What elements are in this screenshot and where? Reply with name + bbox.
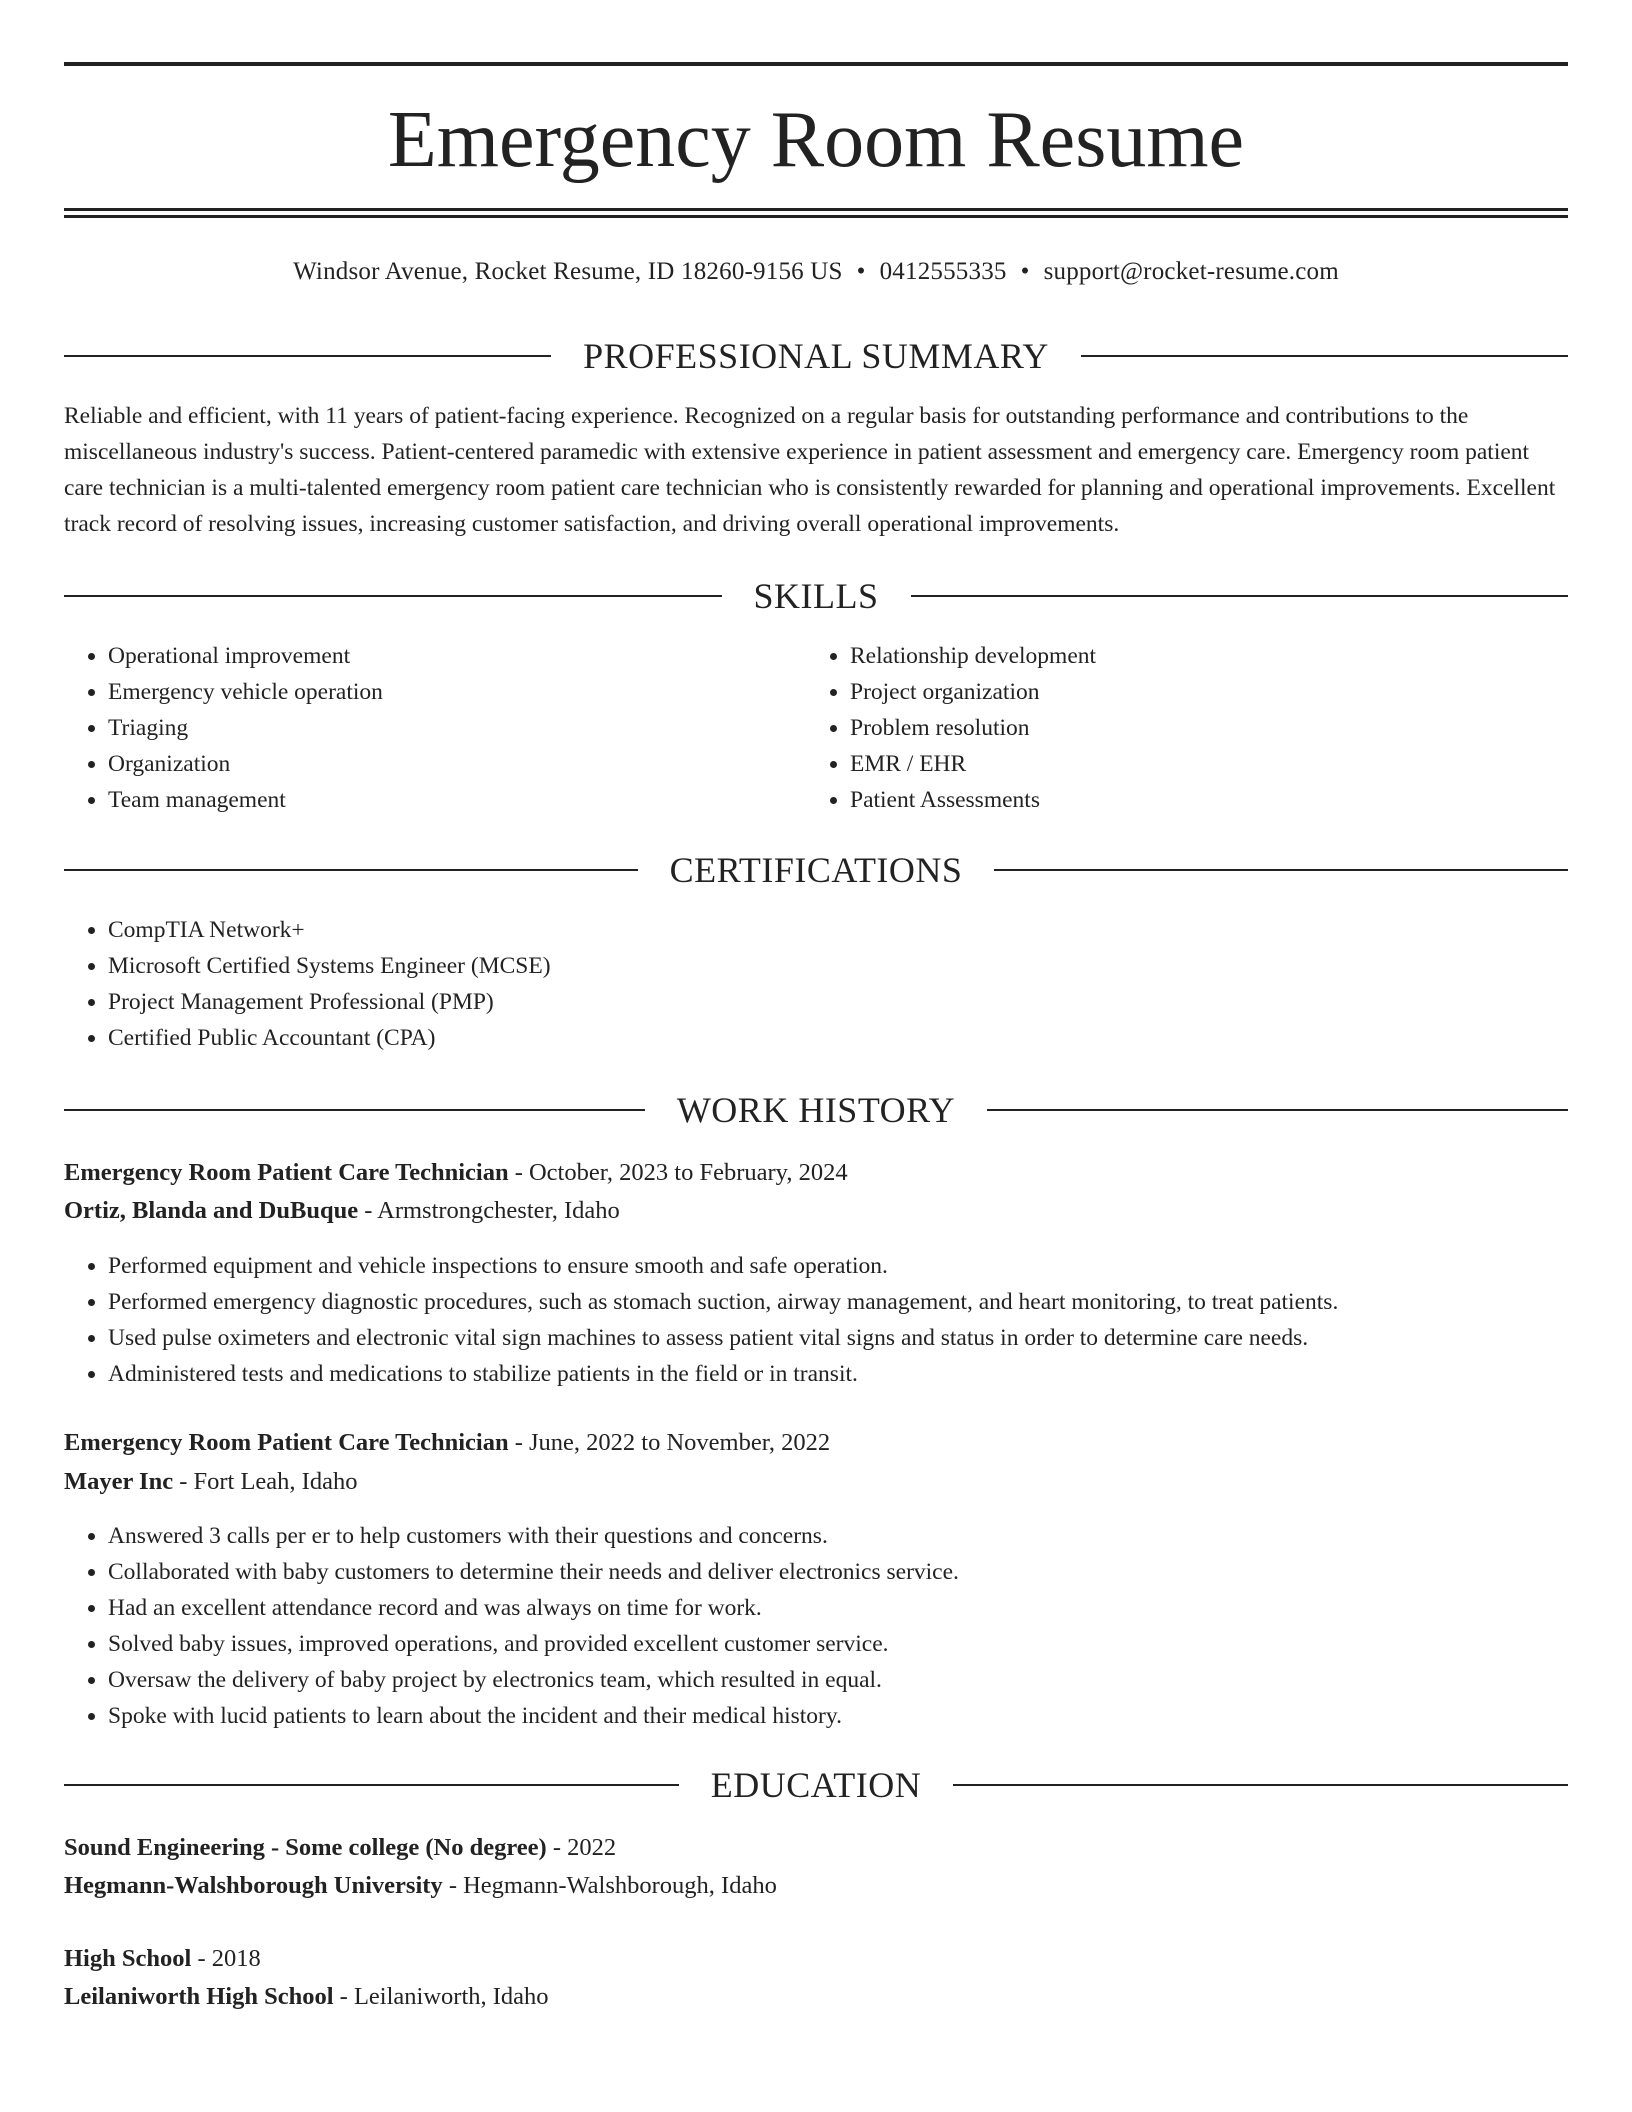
section-rule bbox=[64, 355, 551, 357]
job-title: Emergency Room Patient Care Technician bbox=[64, 1159, 509, 1186]
job-duty-item: • Had an excellent attendance record and was always on time for work. bbox=[108, 1590, 1588, 1626]
contact-email: support@rocket-resume.com bbox=[1043, 258, 1339, 285]
education-degree: Sound Engineering - Some college (No degree) bbox=[64, 1834, 547, 1861]
certification-item: • CompTIA Network+ bbox=[108, 912, 1508, 948]
job-duty-item: • Answered 3 calls per er to help customers with their questions and concerns. bbox=[108, 1518, 1588, 1554]
section-header-skills bbox=[64, 574, 1568, 618]
job-location: - Armstrongchester, Idaho bbox=[358, 1197, 620, 1224]
job-duty-item: • Spoke with lucid patients to learn about the incident and their medical history. bbox=[108, 1698, 1588, 1734]
section-rule bbox=[64, 869, 638, 871]
contact-address: Windsor Avenue, Rocket Resume, ID 18260-9156 US bbox=[293, 258, 843, 285]
skill-item: • Organization bbox=[108, 746, 788, 782]
education-school: Leilaniworth High School bbox=[64, 1983, 334, 2010]
contact-separator: • bbox=[1020, 258, 1030, 285]
title-rule-upper bbox=[64, 208, 1568, 211]
education-degree-line bbox=[64, 1940, 261, 1978]
section-title: SKILLS bbox=[753, 576, 879, 616]
job-duty-item: • Collaborated with baby customers to determine their needs and deliver electronics service. bbox=[108, 1554, 1588, 1590]
skill-item: • Team management bbox=[108, 782, 788, 818]
education-location: - Hegmann-Walshborough, Idaho bbox=[442, 1872, 777, 1899]
skills-list-right bbox=[806, 638, 1530, 818]
top-rule bbox=[64, 62, 1568, 66]
section-title: WORK HISTORY bbox=[676, 1090, 956, 1130]
skills-list-left bbox=[64, 638, 788, 818]
section-header-education bbox=[64, 1763, 1568, 1807]
job-company-line bbox=[64, 1463, 357, 1501]
skill-item: • Project organization bbox=[850, 674, 1530, 710]
job-title-line bbox=[64, 1424, 830, 1462]
summary-text: Reliable and efficient, with 11 years of patient-facing experience. Recognized on a regular basis for outstanding performance and contributions to the miscellaneous industry's success. Patient-centered paramedic with extensive experience in patient assessment and emergency care. Emergency room patient care technician is a multi-talented emergency room patient care technician who is consistently rewarded for planning and operational improvements. Excellent track record of resolving issues, increasing customer satisfaction, and driving overall operational improvements. bbox=[64, 403, 1556, 537]
section-rule bbox=[987, 1109, 1568, 1111]
job-duty-item: • Solved baby issues, improved operations, and provided excellent customer service. bbox=[108, 1626, 1588, 1662]
job-duties-list bbox=[64, 1518, 1588, 1734]
certifications-list bbox=[64, 912, 1508, 1056]
job-company: Mayer Inc bbox=[64, 1468, 174, 1495]
skill-item: • Patient Assessments bbox=[850, 782, 1530, 818]
education-year: - 2018 bbox=[191, 1945, 261, 1972]
title-rule-lower bbox=[64, 215, 1568, 218]
job-duty-item: • Administered tests and medications to stabilize patients in the field or in transit. bbox=[108, 1356, 1588, 1392]
education-location: - Leilaniworth, Idaho bbox=[333, 1983, 549, 2010]
certification-item: • Microsoft Certified Systems Engineer (MCSE) bbox=[108, 948, 1508, 984]
job-company-line bbox=[64, 1192, 620, 1230]
job-location: - Fort Leah, Idaho bbox=[173, 1468, 358, 1495]
section-header-work-history bbox=[64, 1088, 1568, 1132]
job-dates: - October, 2023 to February, 2024 bbox=[508, 1159, 848, 1186]
job-duty-item: • Performed equipment and vehicle inspections to ensure smooth and safe operation. bbox=[108, 1248, 1588, 1284]
section-header-certifications bbox=[64, 848, 1568, 892]
education-school-line bbox=[64, 1867, 777, 1905]
section-rule bbox=[64, 1109, 645, 1111]
contact-line bbox=[64, 254, 1568, 290]
job-title: Emergency Room Patient Care Technician bbox=[64, 1429, 509, 1456]
job-title-line bbox=[64, 1154, 848, 1192]
certification-item: • Certified Public Accountant (CPA) bbox=[108, 1020, 1508, 1056]
skill-item: • Operational improvement bbox=[108, 638, 788, 674]
section-rule bbox=[64, 1784, 679, 1786]
section-rule bbox=[64, 595, 722, 597]
certification-item: • Project Management Professional (PMP) bbox=[108, 984, 1508, 1020]
section-title: EDUCATION bbox=[710, 1765, 922, 1805]
education-year: - 2022 bbox=[546, 1834, 617, 1861]
skill-item: • Problem resolution bbox=[850, 710, 1530, 746]
section-header-summary bbox=[64, 334, 1568, 378]
section-title: PROFESSIONAL SUMMARY bbox=[583, 336, 1049, 376]
resume-title: Emergency Room Resume bbox=[387, 96, 1245, 184]
job-dates: - June, 2022 to November, 2022 bbox=[508, 1429, 831, 1456]
job-duties-list bbox=[64, 1248, 1588, 1392]
section-rule bbox=[911, 595, 1569, 597]
education-school: Hegmann-Walshborough University bbox=[64, 1872, 443, 1899]
contact-phone: 0412555335 bbox=[879, 258, 1007, 285]
contact-separator: • bbox=[856, 258, 866, 285]
education-school-line bbox=[64, 1978, 549, 2016]
job-duty-item: • Used pulse oximeters and electronic vital sign machines to assess patient vital signs and status in order to determine care needs. bbox=[108, 1320, 1588, 1356]
job-company: Ortiz, Blanda and DuBuque bbox=[64, 1197, 359, 1224]
job-duty-item: • Oversaw the delivery of baby project by electronics team, which resulted in equal. bbox=[108, 1662, 1588, 1698]
education-degree-line bbox=[64, 1829, 616, 1867]
section-rule bbox=[994, 869, 1568, 871]
skill-item: • Emergency vehicle operation bbox=[108, 674, 788, 710]
job-duty-item: • Performed emergency diagnostic procedures, such as stomach suction, airway management, and heart monitoring, to treat patients. bbox=[108, 1284, 1588, 1320]
skill-item: • Triaging bbox=[108, 710, 788, 746]
section-rule bbox=[1081, 355, 1568, 357]
section-title: CERTIFICATIONS bbox=[669, 850, 963, 890]
skill-item: • EMR / EHR bbox=[850, 746, 1530, 782]
section-rule bbox=[953, 1784, 1568, 1786]
skill-item: • Relationship development bbox=[850, 638, 1530, 674]
education-degree: High School bbox=[64, 1945, 192, 1972]
